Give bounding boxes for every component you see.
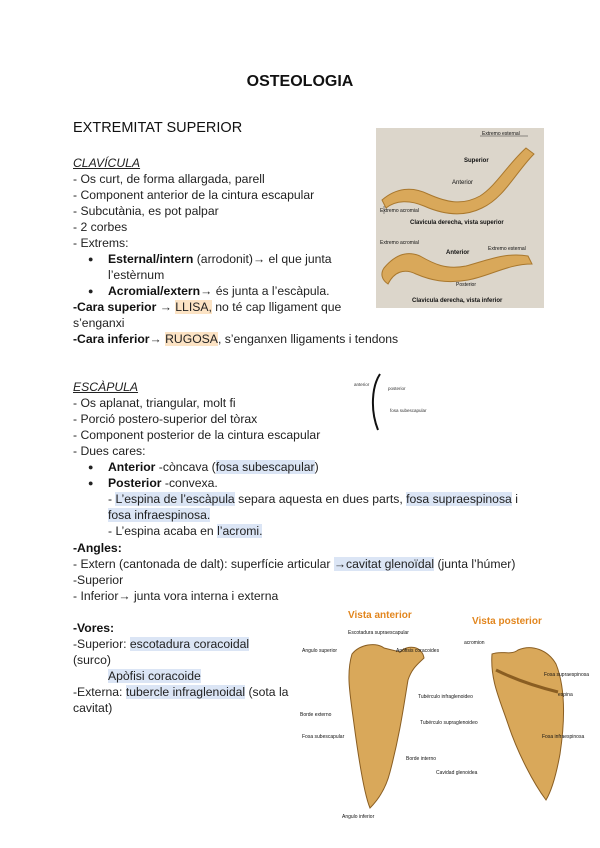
clavicula-line: - Component anterior de la cintura escapular: [73, 188, 315, 202]
clavicula-line: - 2 corbes: [73, 220, 128, 234]
cara-superior-cont: s’enganxi: [73, 316, 125, 330]
escapula-line: - Component posterior de la cintura escapular: [73, 428, 321, 442]
escapula-heading: ESCÀPULA: [73, 380, 139, 394]
scapula-image: [296, 604, 594, 824]
diagram-label-anterior: anterior: [354, 382, 370, 387]
scapula-anterior-bone: [349, 645, 424, 808]
clavicula-heading: CLAVÍCULA: [73, 156, 141, 170]
label-superior: Superior: [464, 158, 489, 164]
label-tuberculo-supra: Tubérculo supraglenoideo: [420, 720, 478, 726]
title-vista-anterior: Vista anterior: [348, 610, 412, 621]
cara-inferior: -Cara inferior→ RUGOSA, s’enganxen lligaments i tendons: [73, 332, 399, 346]
escapula-line: - Dues cares:: [73, 444, 146, 458]
extrem-esternal-cont: l’estèrnum: [108, 268, 165, 282]
cara-anterior: ● Anterior -còncava (fosa subescapular): [108, 460, 319, 476]
vora-externa-cont: cavitat): [73, 701, 113, 715]
vora-externa: -Externa: tubercle infraglenoidal (sota la: [73, 685, 289, 699]
vora-superior-cont: (surco): [73, 653, 111, 667]
clavicula-line: - Os curt, de forma allargada, parell: [73, 172, 265, 186]
angle-extern: - Extern (cantonada de dalt): superfície articular →cavitat glenoïdal (junta l’húmer): [73, 557, 516, 571]
label-escotadura: Escotadura supraescapular: [348, 630, 409, 636]
apofisi-coracoide: Apòfisi coracoide: [108, 669, 201, 683]
vora-superior: -Superior: escotadura coracoidal: [73, 637, 250, 651]
label-extremo-esternal: Extremo esternal: [482, 131, 520, 137]
caption-vista-inferior: Clavicula derecha, vista inferior: [412, 298, 503, 304]
label-acromion: acromion: [464, 640, 485, 646]
angle-inferior: - Inferior→ junta vora interna i externa: [73, 589, 279, 603]
label-espina: espina: [558, 692, 573, 698]
label-anterior-2: Anterior: [446, 250, 470, 256]
label-extremo-acromial: Extremo acromial: [380, 208, 419, 214]
label-extremo-acromial-2: Extremo acromial: [380, 240, 419, 246]
clavicula-line: - Extrems:: [73, 236, 129, 250]
label-anterior: Anterior: [452, 180, 474, 186]
label-extremo-esternal-2: Extremo esternal: [488, 246, 526, 252]
escapula-line: - Porció postero-superior del tòrax: [73, 412, 258, 426]
page-title: OSTEOLOGIA: [246, 73, 354, 90]
clavicula-line: - Subcutània, es pot palpar: [73, 204, 219, 218]
curve-line: [373, 374, 380, 430]
diagram-label-fosa: fosa subescapular: [390, 408, 427, 413]
angles-heading: -Angles:: [73, 541, 122, 555]
label-fosa-infraespinosa: Fosa infraespinosa: [542, 734, 585, 740]
diagram-label-posterior: posterior: [388, 386, 406, 391]
label-angulo-superior: Angulo superior: [302, 648, 338, 654]
label-cavidad-glenoidea: Cavidad glenoidea: [436, 770, 478, 776]
label-borde-interno: Borde interno: [406, 756, 437, 762]
scapula-posterior-bone: [492, 648, 564, 800]
clavicle-image: [376, 128, 544, 308]
label-apofisis: Apófisis coracoides: [396, 648, 440, 654]
label-tuberculo-infra: Tubérculo infraglenoideo: [418, 694, 473, 700]
fosa-infraespinosa: fosa infraespinosa.: [108, 508, 211, 522]
vores-heading: -Vores:: [73, 621, 115, 635]
label-posterior: Posterior: [456, 282, 477, 288]
angle-superior: -Superior: [73, 573, 124, 587]
label-angulo-inferior: Angulo inferior: [342, 814, 375, 820]
label-borde-externo: Borde externo: [300, 712, 332, 718]
caption-vista-superior: Clavicula derecha, vista superior: [410, 220, 504, 226]
cara-posterior: ● Posterior -convexa.: [108, 476, 218, 492]
title-vista-posterior: Vista posterior: [472, 616, 542, 627]
acromi-line: - L’espina acaba en l’acromi.: [108, 524, 263, 538]
extrem-acromial: ● Acromial/extern→ és junta a l’escàpula.: [108, 284, 330, 300]
escapula-line: - Os aplanat, triangular, molt fi: [73, 396, 236, 410]
extrem-esternal: ● Esternal/intern (arrodonit)→ el que junta: [108, 252, 332, 268]
cara-superior: -Cara superior → LLISA, no té cap lligament que: [73, 300, 342, 314]
label-fosa-subescapular: Fosa subescapular: [302, 734, 345, 740]
scapula-curve-diagram: [352, 372, 432, 432]
espina-line: - L’espina de l’escàpula separa aquesta en dues parts, fosa supraespinosa i: [108, 492, 518, 506]
label-fosa-supraespinosa: Fosa supraespinosa: [544, 672, 590, 678]
section-heading: EXTREMITAT SUPERIOR: [73, 120, 243, 136]
